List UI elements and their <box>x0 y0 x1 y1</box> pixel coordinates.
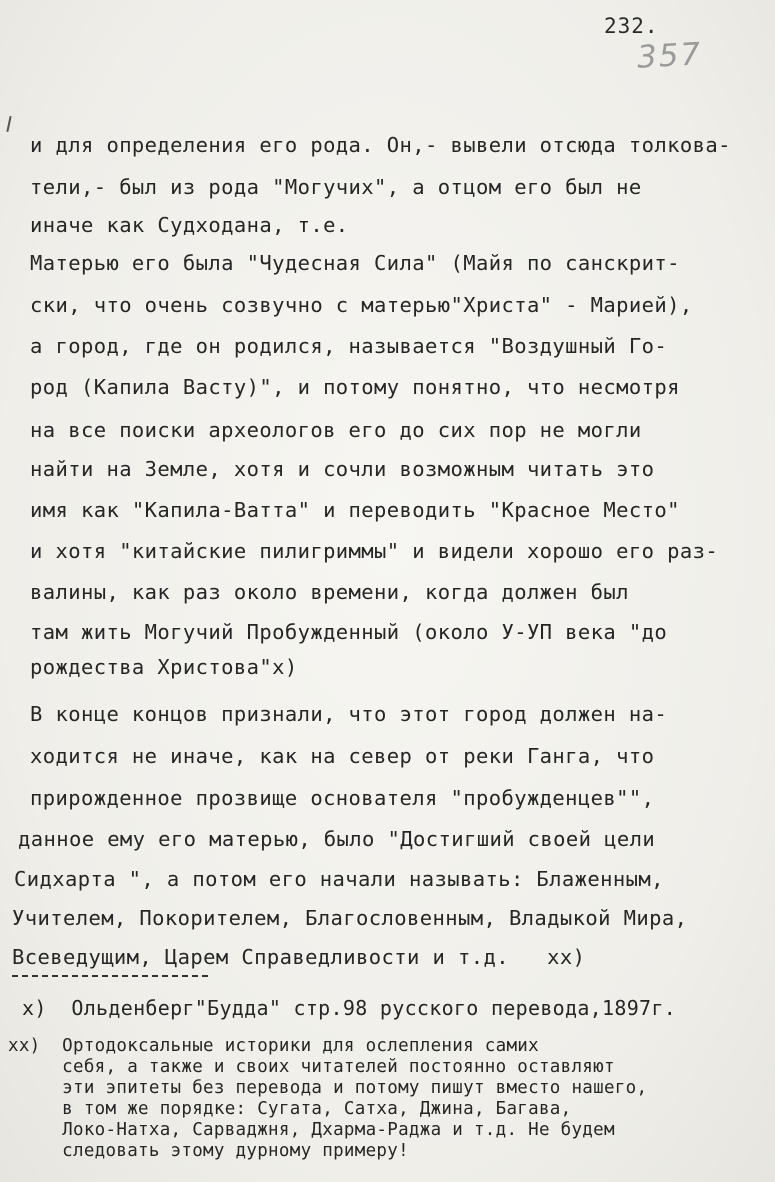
pencil-page-number: 357 <box>636 36 704 76</box>
text-line: на все поиски археологов его до сих пор не могли <box>30 418 642 442</box>
text-line: Сидхарта ", а потом его начали называть: Блаженным, <box>14 867 664 891</box>
footnote-1: х) Ольденберг"Будда" стр.98 русского перевода,1897г. <box>22 996 677 1020</box>
text-line: прирожденное прозвище основателя "пробужденцев"", <box>30 786 655 810</box>
text-line: ходится не иначе, как на север от реки Ганга, что <box>30 744 655 768</box>
text-line: ски, что очень созвучно с матерью"Христа" - Марией), <box>30 293 693 317</box>
footnote-2-line: себя, а также и своих читателей постоянно оставляют <box>8 1057 615 1077</box>
text-line: там жить Могучий Пробужденный (около У-УП века "до <box>30 620 668 644</box>
text-line: род (Капила Васту)", и потому понятно, что несмотря <box>30 375 680 399</box>
footnote-2-line: хх) Ортодоксальные историки для ослепления самих <box>8 1036 539 1056</box>
text-line: и хотя "китайские пилигриммы" и видели хорошо его раз- <box>30 539 719 563</box>
text-line: данное ему его матерью, было "Достигший своей цели <box>18 827 656 851</box>
footnote-divider <box>12 975 208 977</box>
footnote-2-line: в том же порядке: Сугата, Сатха, Джина, Багава, <box>8 1099 572 1119</box>
margin-mark <box>6 116 11 132</box>
text-line: имя как "Капила-Ватта" и переводить "Красное Место" <box>30 498 680 522</box>
text-line: Матерью его была "Чудесная Сила" (Майя по санскрит- <box>30 251 680 275</box>
text-line: Всеведущим, Царем Справедливости и т.д. хх) <box>12 945 586 969</box>
text-line: Учителем, Покорителем, Благословенным, Владыкой Мира, <box>12 906 688 930</box>
text-line: В конце концов признали, что этот город должен на- <box>30 702 668 726</box>
page-number: 232. <box>604 14 659 38</box>
text-line: найти на Земле, хотя и сочли возможным читать это <box>30 457 655 481</box>
text-line: и для определения его рода. Он,- вывели отсюда толкова- <box>30 133 731 157</box>
text-line: иначе как Судходана, т.е. <box>30 213 349 237</box>
text-line: а город, где он родился, называется "Воздушный Го- <box>30 334 668 358</box>
footnote-2-line: эти эпитеты без перевода и потому пишут вместо нашего, <box>8 1078 648 1098</box>
footnote-2-line: Локо-Натха, Сарваджня, Дхарма-Раджа и т.д. Не будем <box>8 1120 615 1140</box>
text-line: валины, как раз около времени, когда должен был <box>30 580 629 604</box>
text-line: тели,- был из рода "Могучих", а отцом его был не <box>30 175 642 199</box>
footnote-2-line: следовать этому дурному примеру! <box>8 1141 409 1161</box>
text-line: рождества Христова"х) <box>30 655 298 679</box>
